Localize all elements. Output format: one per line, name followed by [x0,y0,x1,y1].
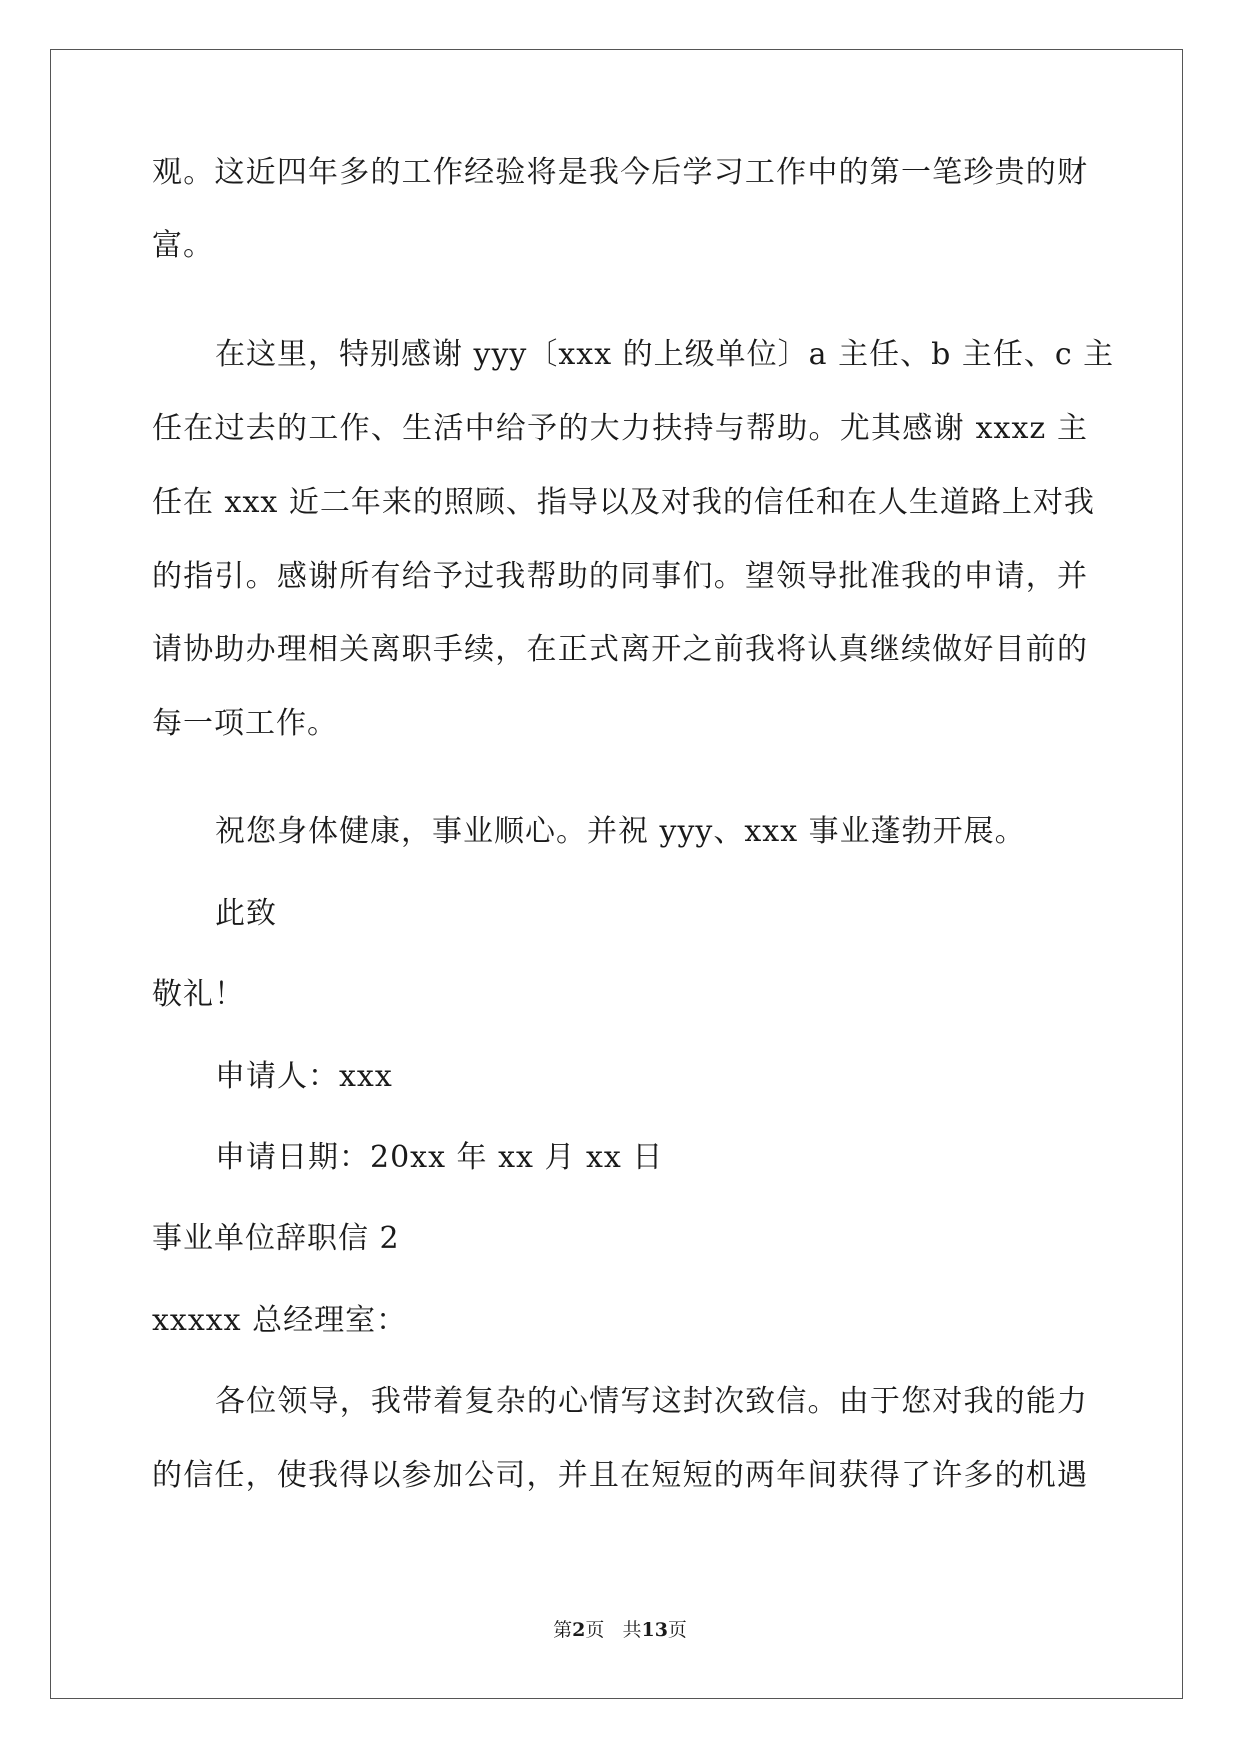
footer-prefix: 第 [553,1619,573,1641]
date-line: 申请日期：20xx 年 xx 月 xx 日 [215,1140,664,1175]
section-title: 事业单位辞职信 2 [152,1221,400,1256]
page-border [50,49,1183,1699]
text-line: 任在过去的工作、生活中给予的大力扶持与帮助。尤其感谢 xxxz 主 [152,411,1088,446]
text-line: 祝您身体健康，事业顺心。并祝 yyy、xxx 事业蓬勃开展。 [215,814,1026,849]
text-line: 的信任，使我得以参加公司，并且在短短的两年间获得了许多的机遇 [152,1458,1088,1493]
footer-total-prefix: 共 [622,1619,642,1641]
closing-salutation: 此致 [215,896,277,931]
closing-respect: 敬礼！ [152,977,245,1012]
page-number: 2 [572,1619,586,1641]
page-footer [0,1618,1240,1642]
text-line: 观。这近四年多的工作经验将是我今后学习工作中的第一笔珍贵的财 [152,155,1088,190]
text-line: 任在 xxx 近二年来的照顾、指导以及对我的信任和在人生道路上对我 [152,485,1095,520]
recipient-line: xxxxx 总经理室： [152,1303,408,1338]
total-pages: 13 [641,1619,668,1641]
text-line: 富。 [152,228,214,263]
text-line: 的指引。感谢所有给予过我帮助的同事们。望领导批准我的申请，并 [152,559,1088,594]
text-line: 在这里，特别感谢 yyy〔xxx 的上级单位〕a 主任、b 主任、c 主 [215,337,1115,372]
text-line: 每一项工作。 [152,706,338,741]
footer-page-suffix: 页 [585,1619,605,1641]
text-line: 请协助办理相关离职手续，在正式离开之前我将认真继续做好目前的 [152,632,1088,667]
footer-total-suffix: 页 [667,1619,687,1641]
text-line: 各位领导，我带着复杂的心情写这封次致信。由于您对我的能力 [215,1384,1088,1419]
applicant-line: 申请人：xxx [215,1059,393,1094]
